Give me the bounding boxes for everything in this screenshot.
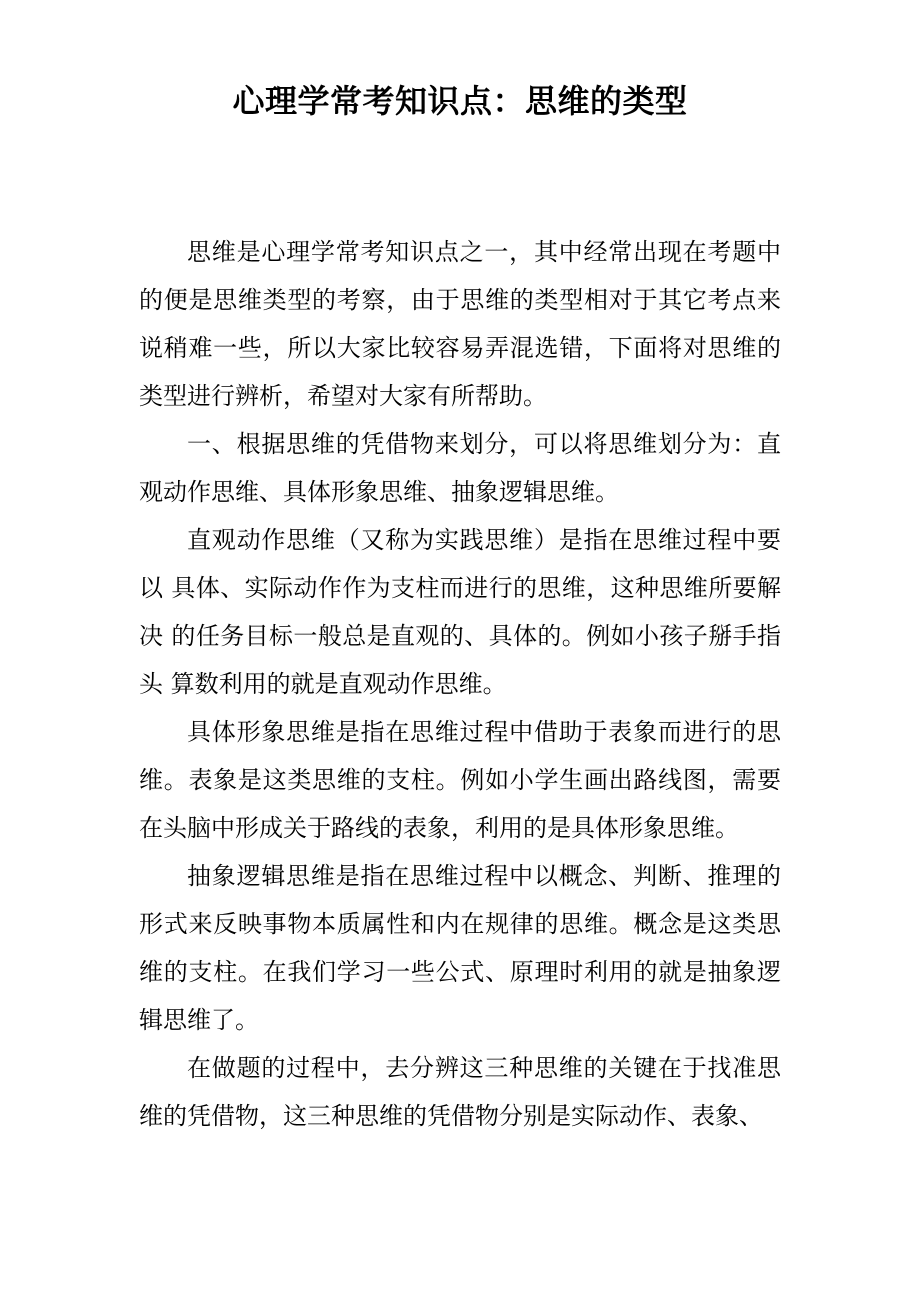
paragraph-classification: 一、根据思维的凭借物来划分，可以将思维划分为：直观动作思维、具体形象思维、抽象逻辑思维。: [139, 430, 781, 506]
document-title: 心理学常考知识点：思维的类型: [232, 82, 688, 120]
paragraph-problem-solving: 在做题的过程中，去分辨这三种思维的关键在于找准思维的凭借物，这三种思维的凭借物分别是实际动作、表象、: [139, 1054, 781, 1130]
paragraph-intuitive-action: 直观动作思维（又称为实践思维）是指在思维过程中要以 具体、实际动作作为支柱而进行的思维，这种思维所要解决 的任务目标一般总是直观的、具体的。例如小孩子掰手指头 算数利用的就是直观动作思维。: [139, 526, 781, 698]
document-body: [139, 228, 781, 1140]
paragraph-concrete-image: 具体形象思维是指在思维过程中借助于表象而进行的思维。表象是这类思维的支柱。例如小学生画出路线图，需要在头脑中形成关于路线的表象，利用的是具体形象思维。: [139, 718, 781, 842]
paragraph-abstract-logic: 抽象逻辑思维是指在思维过程中以概念、判断、推理的形式来反映事物本质属性和内在规律的思维。概念是这类思维的支柱。在我们学习一些公式、原理时利用的就是抽象逻辑思维了。: [139, 862, 781, 1034]
paragraph-intro: 思维是心理学常考知识点之一，其中经常出现在考题中的便是思维类型的考察，由于思维的类型相对于其它考点来说稍难一些，所以大家比较容易弄混选错，下面将对思维的类型进行辨析，希望对大家有所帮助。: [139, 238, 781, 410]
